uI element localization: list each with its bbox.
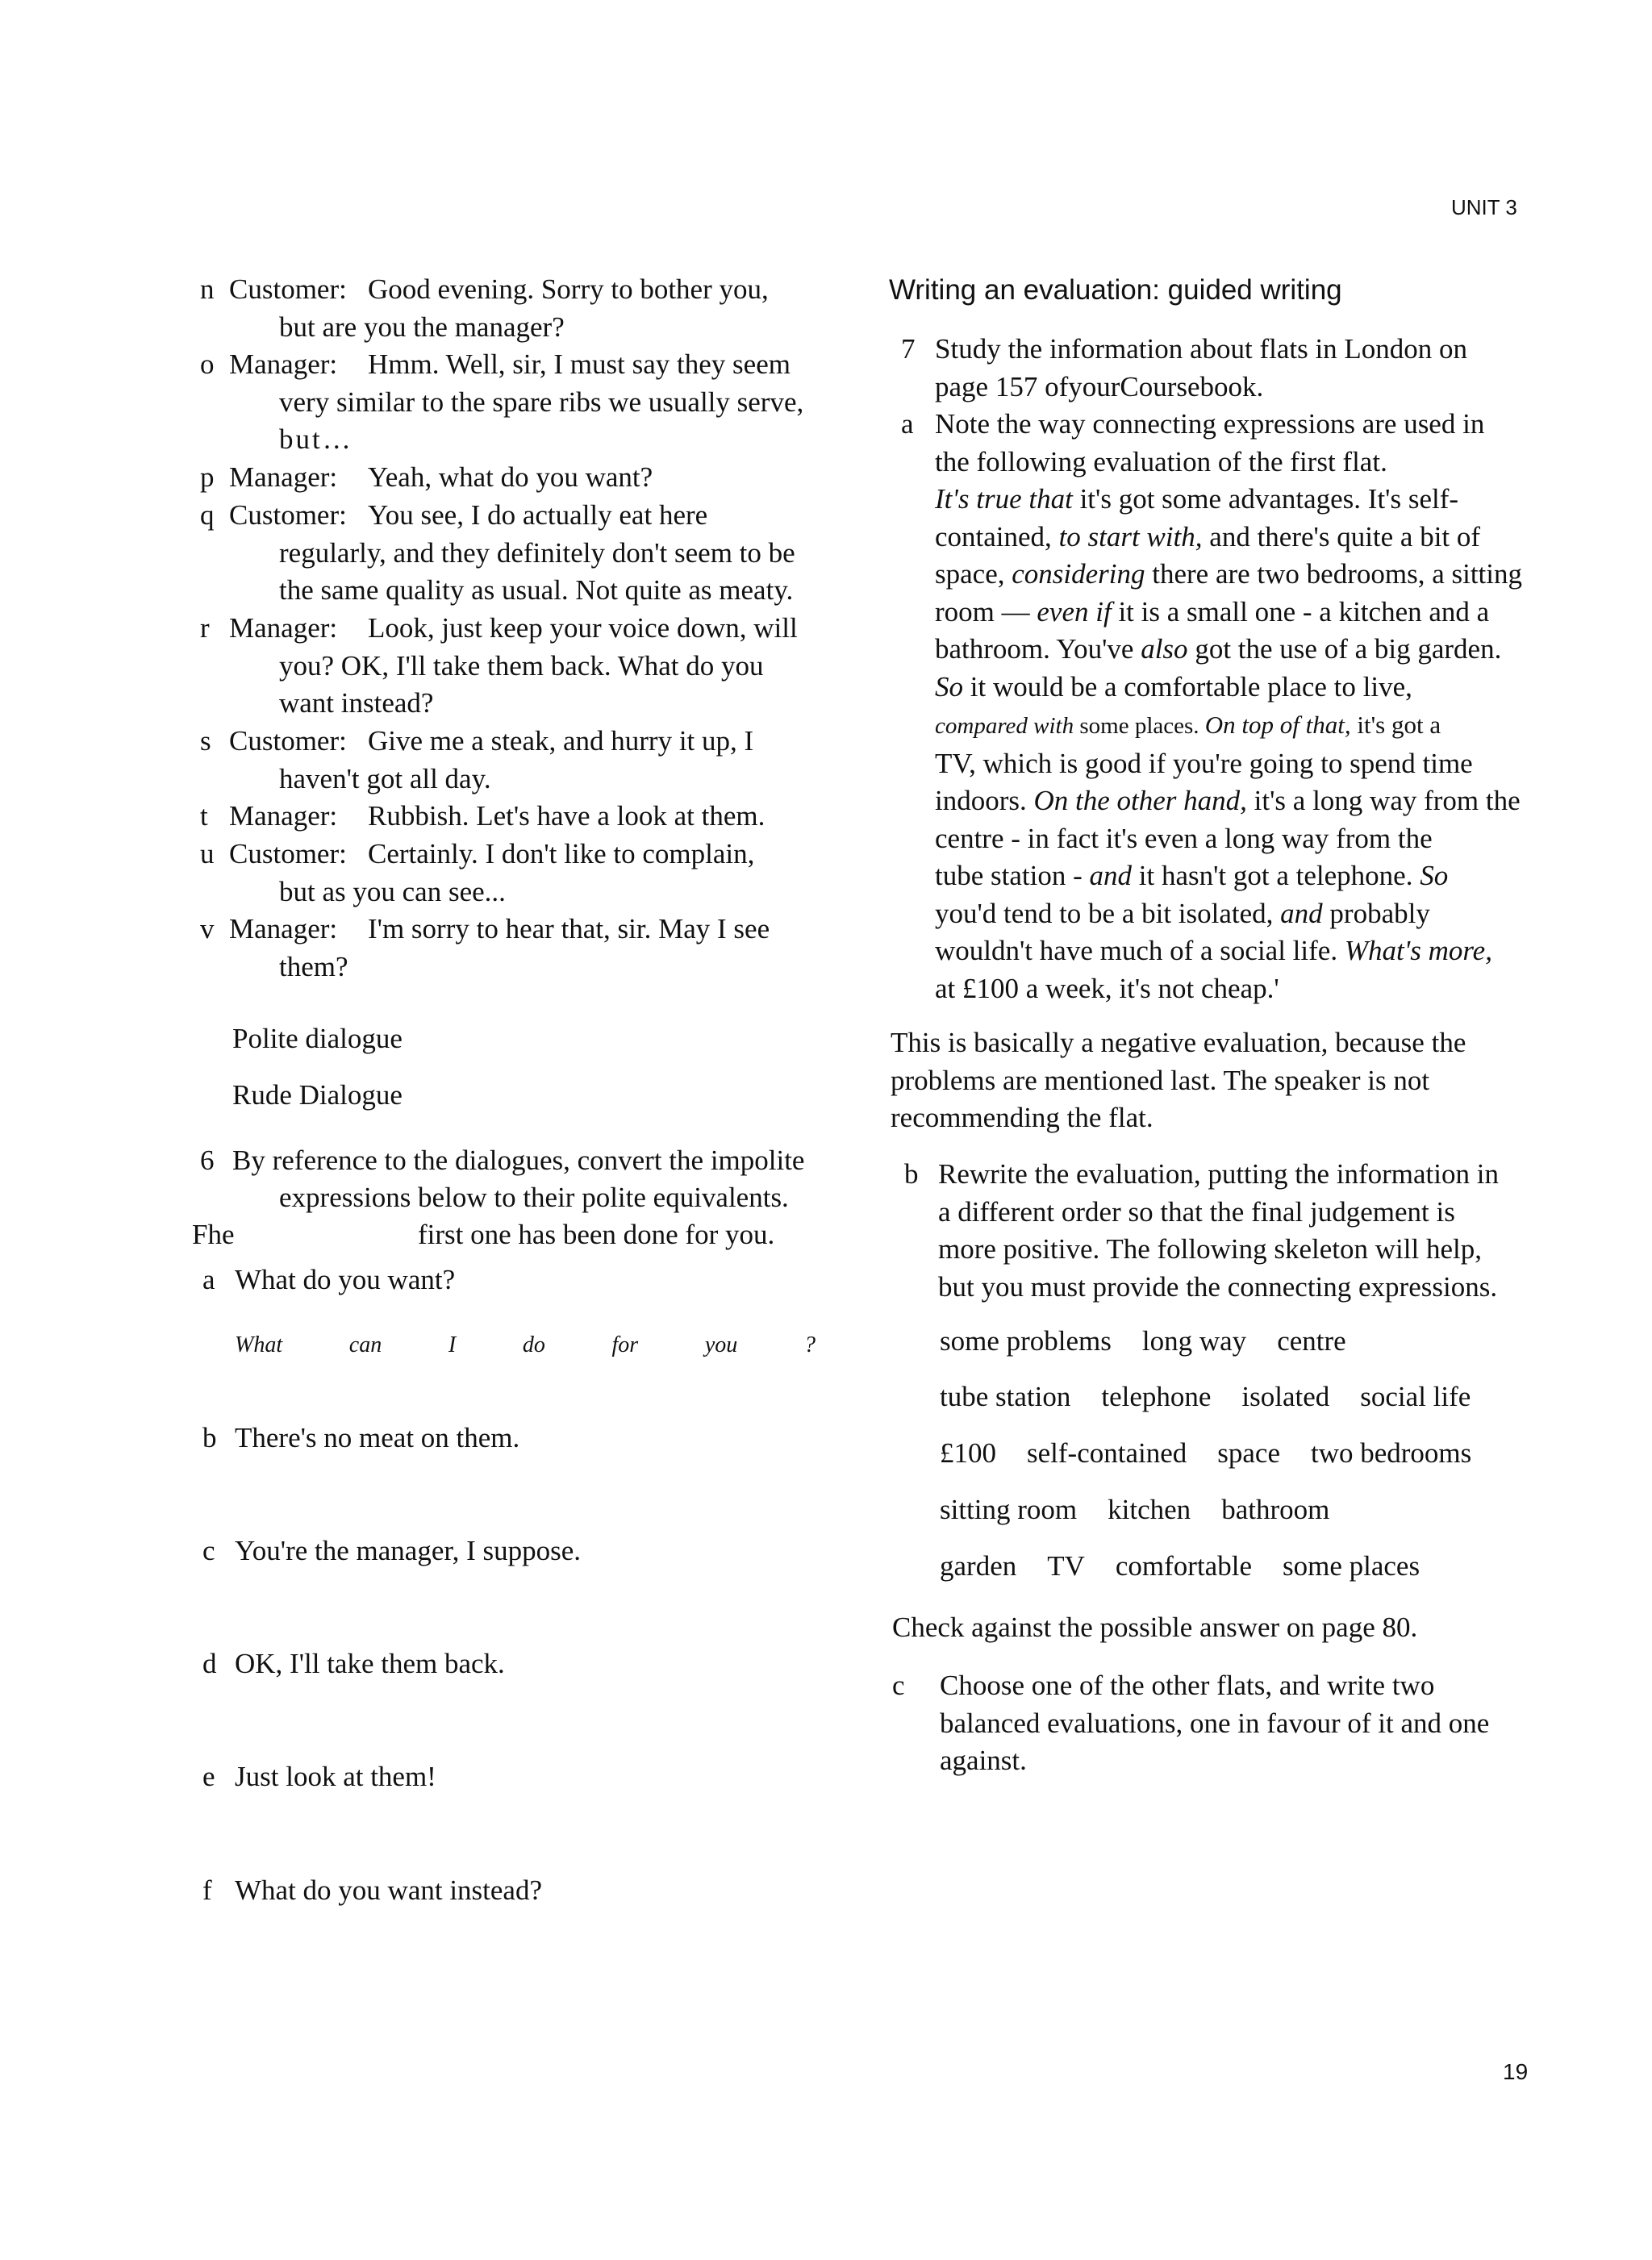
- ex6-example-answer: What can I do for you ?: [235, 1332, 816, 1357]
- page-number: 19: [1503, 2059, 1529, 2084]
- ex6-line1: 6 By reference to the dialogues, convert the impolite: [200, 1142, 804, 1180]
- dialogue-line-s: s Customer: Give me a steak, and hurry it up, I haven't got all day.: [200, 723, 753, 798]
- speaker: Manager:: [229, 348, 338, 380]
- line-letter: r: [200, 612, 210, 644]
- speaker: Manager:: [229, 461, 338, 493]
- evaluation-passage: It's true that it's got some advantages. It's self- contained, to start with, and there's quite a bit of space, considering there are two bedrooms, a sitting room — even if it is a small one - a kitchen and a bathroom. You've also got the use of a big garden. So it would be a comfortable place to live, compared with some places. On top of that, it's got a TV, which is good if you're going to spend time indoors. On the other hand, it's a long way from the centre - in fact it's even a long way from the tube station - and it hasn't got a telephone. So you'd tend to be a bit isolated, and probably wouldn't have much of a social life. What's more, at £100 a week, it's not cheap.': [935, 483, 1523, 1004]
- label-rude-dialogue: Rude Dialogue: [232, 1079, 403, 1111]
- exercise-number: 7: [901, 333, 916, 365]
- label-polite-dialogue: Polite dialogue: [232, 1023, 403, 1054]
- ex6-line3-end: first one has been done for you.: [418, 1219, 775, 1250]
- keyword-row: some problems long way centre: [940, 1325, 1346, 1357]
- keyword-row: sitting room kitchen bathroom: [940, 1494, 1330, 1525]
- dialogue-line-u: u Customer: Certainly. I don't like to complain, but as you can see...: [200, 836, 754, 911]
- ex7-part-a: a Note the way connecting expressions are used in the following evaluation of the first flat.: [901, 408, 1485, 477]
- speaker: Customer:: [229, 499, 347, 531]
- ex6-item-c: c You're the manager, I suppose.: [202, 1535, 582, 1566]
- section-heading: Writing an evaluation: guided writing: [889, 274, 1342, 306]
- line-letter: o: [200, 348, 215, 380]
- line-letter: u: [200, 838, 215, 869]
- ex6-line2: expressions below to their polite equivalents.: [279, 1182, 789, 1213]
- summary-paragraph: This is basically a negative evaluation, because the problems are mentioned last. The speaker is not recommending the flat.: [891, 1027, 1466, 1133]
- dialogue-line-q: q Customer: You see, I do actually eat here regularly, and they definitely don't seem to be the same quality as usual. Not quite as meaty.: [200, 497, 795, 610]
- line-letter: v: [200, 913, 215, 944]
- check-answer-note: Check against the possible answer on page 80.: [892, 1612, 1418, 1643]
- line-letter: t: [200, 800, 208, 832]
- speaker: Manager:: [229, 612, 338, 644]
- ex6-item-e: e Just look at them!: [202, 1761, 436, 1792]
- unit-label: UNIT 3: [1451, 195, 1517, 219]
- speaker: Customer:: [229, 725, 347, 757]
- line-letter: s: [200, 725, 211, 757]
- ex6-line3-start: Fhe: [192, 1219, 235, 1250]
- dialogue-line-t: t Manager: Rubbish. Let's have a look at them.: [200, 798, 765, 836]
- speaker: Manager:: [229, 800, 338, 832]
- dialogue-line-v: v Manager: I'm sorry to hear that, sir. May I see them?: [200, 911, 770, 986]
- keyword-row: £100 self-contained space two bedrooms: [940, 1437, 1472, 1469]
- keyword-row: garden TV comfortable some places: [940, 1550, 1420, 1582]
- dialogue-line-r: r Manager: Look, just keep your voice down, will you? OK, I'll take them back. What do you want instead?: [200, 610, 798, 723]
- speaker: Customer:: [229, 838, 347, 869]
- dialogue-line-o: o Manager: Hmm. Well, sir, I must say they seem very similar to the spare ribs we usually serve, but…: [200, 346, 803, 459]
- ex7: 7 Study the information about flats in London on page 157 ofyourCoursebook.: [901, 331, 1467, 406]
- speaker: Manager:: [229, 913, 338, 944]
- ex6-item-b: b There's no meat on them.: [202, 1422, 520, 1453]
- ex6-item-a: a What do you want?: [202, 1264, 456, 1295]
- ex6-item-d: d OK, I'll take them back.: [202, 1648, 505, 1679]
- ex7-part-b: b Rewrite the evaluation, putting the information in a different order so that the final judgement is more positive. The following skeleton will help, but you must provide the connecting expressions.: [904, 1158, 1499, 1303]
- exercise-number: 6: [200, 1145, 215, 1176]
- ex6-item-f: f What do you want instead?: [202, 1874, 543, 1906]
- dialogue-line-n: n Customer: Good evening. Sorry to bother you, but are you the manager?: [200, 271, 769, 346]
- speaker: Customer:: [229, 273, 347, 305]
- line-letter: p: [200, 461, 215, 493]
- line-letter: n: [200, 273, 215, 305]
- keyword-row: tube station telephone isolated social life: [940, 1381, 1471, 1412]
- ex7-part-c: c Choose one of the other flats, and write two balanced evaluations, one in favour of it and one against.: [892, 1670, 1490, 1776]
- dialogue-line-p: p Manager: Yeah, what do you want?: [200, 459, 653, 497]
- line-letter: q: [200, 499, 215, 531]
